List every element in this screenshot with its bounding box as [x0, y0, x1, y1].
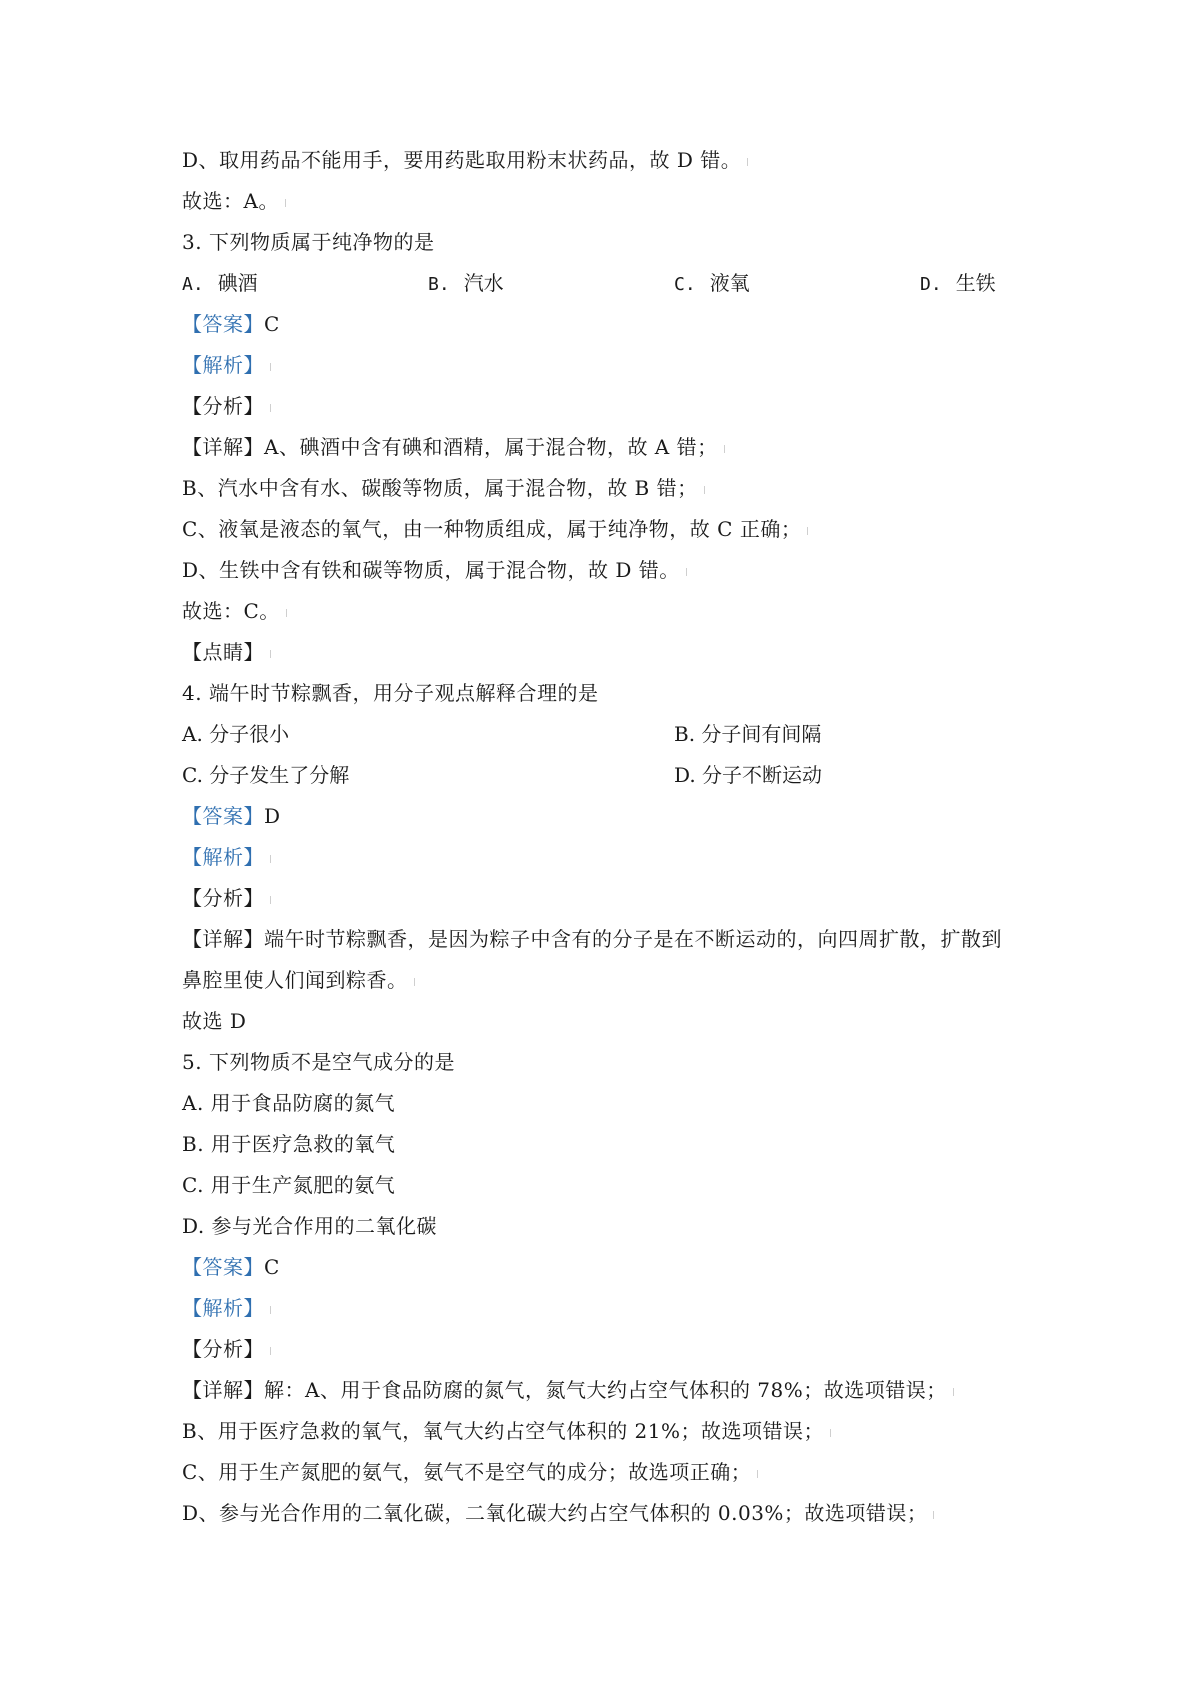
option-text: 汽水 — [463, 271, 504, 295]
paragraph-mark — [270, 896, 271, 904]
option-text: 碘酒 — [217, 271, 258, 295]
text: D、取用药品不能用手，要用药匙取用粉末状药品，故 D 错。 — [182, 148, 742, 172]
text: C、用于生产氮肥的氨气，氨气不是空气的成分；故选项正确； — [182, 1460, 752, 1484]
paragraph-mark — [270, 1347, 271, 1355]
q5-detail-d — [182, 1493, 934, 1533]
q5-answer — [182, 1247, 280, 1287]
text: B、汽水中含有水、碳酸等物质，属于混合物，故 B 错； — [182, 476, 698, 500]
q3-detail-a — [182, 427, 725, 467]
q4-option-c: C. 分子发生了分解 — [182, 763, 350, 787]
paragraph-mark — [414, 978, 415, 986]
q5-detail-b — [182, 1411, 831, 1451]
q3-option-d — [920, 263, 996, 303]
q3-dianjing — [182, 632, 271, 672]
q3-analysis-tag — [182, 345, 271, 385]
q3-conclusion — [182, 591, 287, 631]
paragraph-mark — [285, 199, 286, 207]
text: B、用于医疗急救的氧气，氧气大约占空气体积的 21%；故选项错误； — [182, 1419, 825, 1443]
paragraph-mark — [270, 1306, 271, 1314]
paragraph-mark — [270, 363, 271, 371]
q3-option-c — [674, 263, 750, 303]
q4-option-a: A. 分子很小 — [182, 722, 290, 746]
q4-detail-2 — [182, 960, 415, 1000]
answer-tag: 【答案】 — [182, 804, 264, 828]
q5-option-b: B. 用于医疗急救的氧气 — [182, 1132, 396, 1156]
paragraph-mark — [953, 1388, 954, 1396]
text: 故选：A。 — [182, 189, 279, 213]
text: 【分析】 — [182, 394, 264, 418]
q4-fenxi — [182, 878, 271, 918]
text: 【解析】 — [182, 1296, 264, 1320]
q5-detail-c — [182, 1452, 758, 1492]
paragraph-mark — [724, 445, 725, 453]
q5-question: 5. 下列物质不是空气成分的是 — [182, 1050, 455, 1074]
option-text: 液氧 — [709, 271, 750, 295]
q3-option-a — [182, 263, 258, 303]
text: D、参与光合作用的二氧化碳，二氧化碳大约占空气体积的 0.03%；故选项错误； — [182, 1501, 928, 1525]
q4-detail-1: 【详解】端午时节粽飘香，是因为粽子中含有的分子是在不断运动的，向四周扩散，扩散到 — [182, 927, 1002, 951]
text: 【解析】 — [182, 845, 264, 869]
text: 【详解】A、碘酒中含有碘和酒精，属于混合物，故 A 错； — [182, 435, 718, 459]
paragraph-mark — [933, 1511, 934, 1519]
q5-fenxi — [182, 1329, 271, 1369]
q4-option-d: D. 分子不断运动 — [674, 763, 823, 787]
q3-question: 3. 下列物质属于纯净物的是 — [182, 230, 435, 254]
answer-value: C — [264, 1255, 280, 1279]
q5-analysis-tag — [182, 1288, 271, 1328]
q5-option-c: C. 用于生产氮肥的氨气 — [182, 1173, 396, 1197]
q3-answer — [182, 304, 280, 344]
q3-detail-c — [182, 509, 808, 549]
q3-fenxi — [182, 386, 271, 426]
q4-option-b: B. 分子间有间隔 — [674, 722, 822, 746]
q3-detail-b — [182, 468, 705, 508]
paragraph-mark — [704, 486, 705, 494]
text: C、液氧是液态的氧气，由一种物质组成，属于纯净物，故 C 正确； — [182, 517, 802, 541]
text: 【分析】 — [182, 886, 264, 910]
text: 【分析】 — [182, 1337, 264, 1361]
q4-conclusion: 故选 D — [182, 1009, 247, 1033]
paragraph-mark — [286, 609, 287, 617]
text: 故选：C。 — [182, 599, 280, 623]
q4-analysis-tag — [182, 837, 271, 877]
paragraph-mark — [270, 855, 271, 863]
paragraph-mark — [270, 404, 271, 412]
text: 【解析】 — [182, 353, 264, 377]
paragraph-mark — [830, 1429, 831, 1437]
text: 鼻腔里使人们闻到粽香。 — [182, 968, 408, 992]
answer-tag: 【答案】 — [182, 312, 264, 336]
option-letter: B. — [428, 274, 450, 295]
answer-tag: 【答案】 — [182, 1255, 264, 1279]
paragraph-mark — [757, 1470, 758, 1478]
paragraph-mark — [807, 527, 808, 535]
paragraph-mark — [686, 568, 687, 576]
option-letter: D. — [920, 274, 942, 295]
answer-value: D — [264, 804, 281, 828]
option-letter: A. — [182, 274, 204, 295]
paragraph-mark — [270, 650, 271, 658]
q2-conclusion — [182, 181, 286, 221]
q4-answer — [182, 796, 281, 836]
answer-value: C — [264, 312, 280, 336]
q3-detail-d — [182, 550, 687, 590]
q5-option-d: D. 参与光合作用的二氧化碳 — [182, 1214, 438, 1238]
text: D、生铁中含有铁和碳等物质，属于混合物，故 D 错。 — [182, 558, 680, 582]
q3-option-b — [428, 263, 504, 303]
paragraph-mark — [747, 158, 748, 166]
option-text: 生铁 — [955, 271, 996, 295]
q5-option-a: A. 用于食品防腐的氮气 — [182, 1091, 396, 1115]
q4-question: 4. 端午时节粽飘香，用分子观点解释合理的是 — [182, 681, 599, 705]
text: 【点睛】 — [182, 640, 264, 664]
option-letter: C. — [674, 274, 696, 295]
q2-explain-d — [182, 140, 748, 180]
text: 【详解】解：A、用于食品防腐的氮气，氮气大约占空气体积的 78%；故选项错误； — [182, 1378, 947, 1402]
q5-detail-a — [182, 1370, 954, 1410]
